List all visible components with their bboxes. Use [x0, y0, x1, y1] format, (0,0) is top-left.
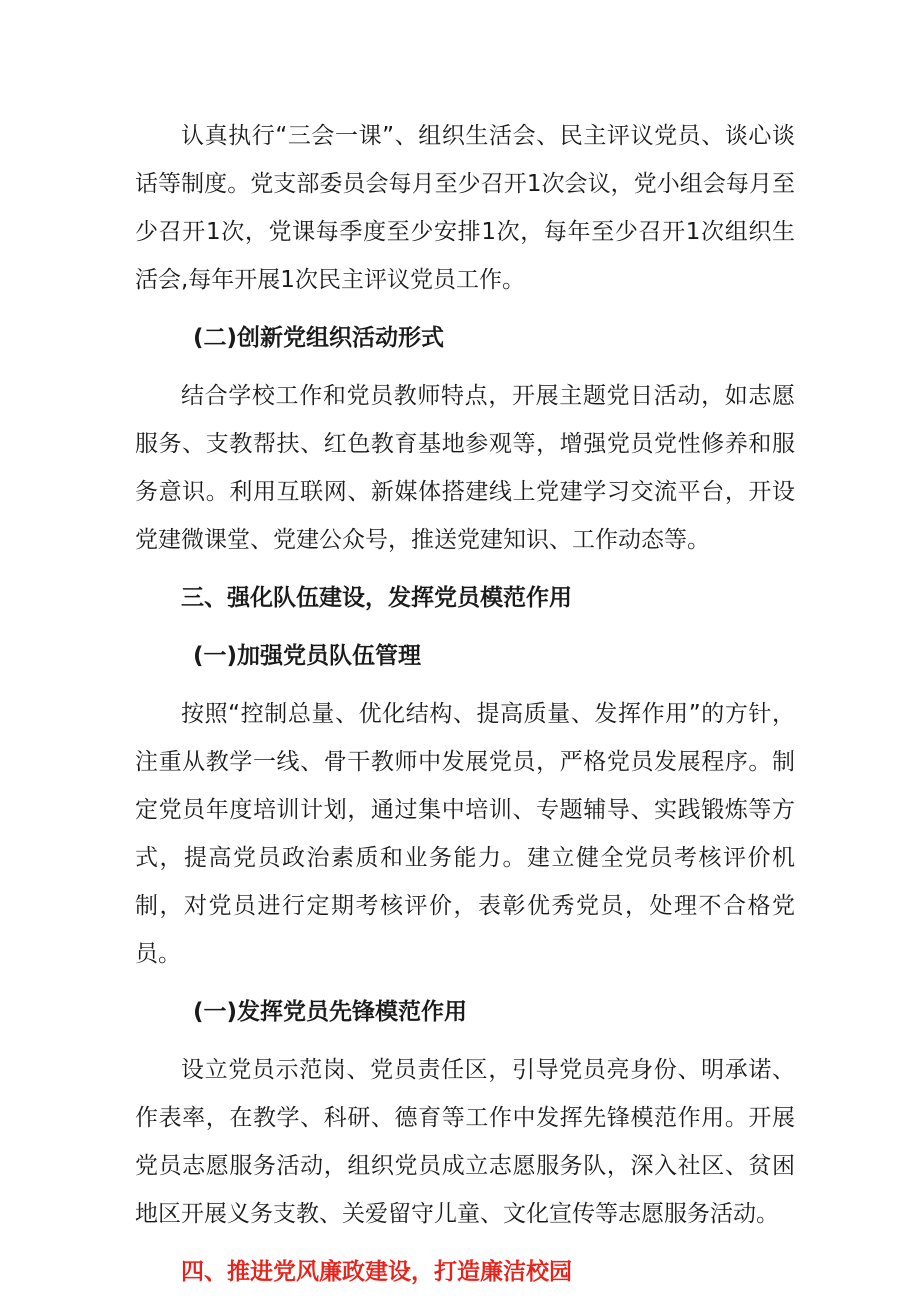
heading-section-four: 四、推进党风廉政建设，打造廉洁校园: [181, 1259, 572, 1285]
paragraph-member-development: 按照“控制总量、优化结构、提高质量、发挥作用”的方针，注重从教学一线、骨干教师中发展党员，严格党员发展程序。制定党员年度培训计划，通过集中培训、专题辅导、实践锻炼等方式，提高党员政治素质和业务能力。建立健全党员考核评价机制，对党员进行定期考核评价，表彰优秀党员，处理不合格党员。: [135, 701, 795, 967]
paragraph-demonstration-posts: 设立党员示范岗、党员责任区，引导党员亮身份、明承诺、作表率，在教学、科研、德育等工作中发挥先锋模范作用。开展党员志愿服务活动，组织党员成立志愿服务队，深入社区、贫困地区开展义务支教、关爱留守儿童、文化宣传等志愿服务活动。: [135, 1057, 795, 1227]
heading-section-three: 三、强化队伍建设，发挥党员模范作用: [181, 585, 572, 611]
paragraph-theme-activities: 结合学校工作和党员教师特点，开展主题党日活动，如志愿服务、支教帮扶、红色教育基地参观等，增强党员党性修养和服务意识。利用互联网、新媒体搭建线上党建学习交流平台，开设党建微课堂、党建公众号，推送党建知识、工作动态等。: [135, 383, 795, 553]
document-body: [135, 112, 795, 1296]
subheading-member-management: (一)加强党员队伍管理: [193, 643, 422, 669]
paragraph-meeting-system: 认真执行“三会一课”、组织生活会、民主评议党员、谈心谈话等制度。党支部委员会每月至少召开1次会议，党小组会每月至少召开1次，党课每季度至少安排1次，每年至少召开1次组织生活会,每年开展1次民主评议党员工作。: [135, 123, 795, 293]
subheading-innovate-activities: (二)创新党组织活动形式: [193, 325, 445, 351]
subheading-vanguard-role: (一)发挥党员先锋模范作用: [193, 999, 468, 1025]
